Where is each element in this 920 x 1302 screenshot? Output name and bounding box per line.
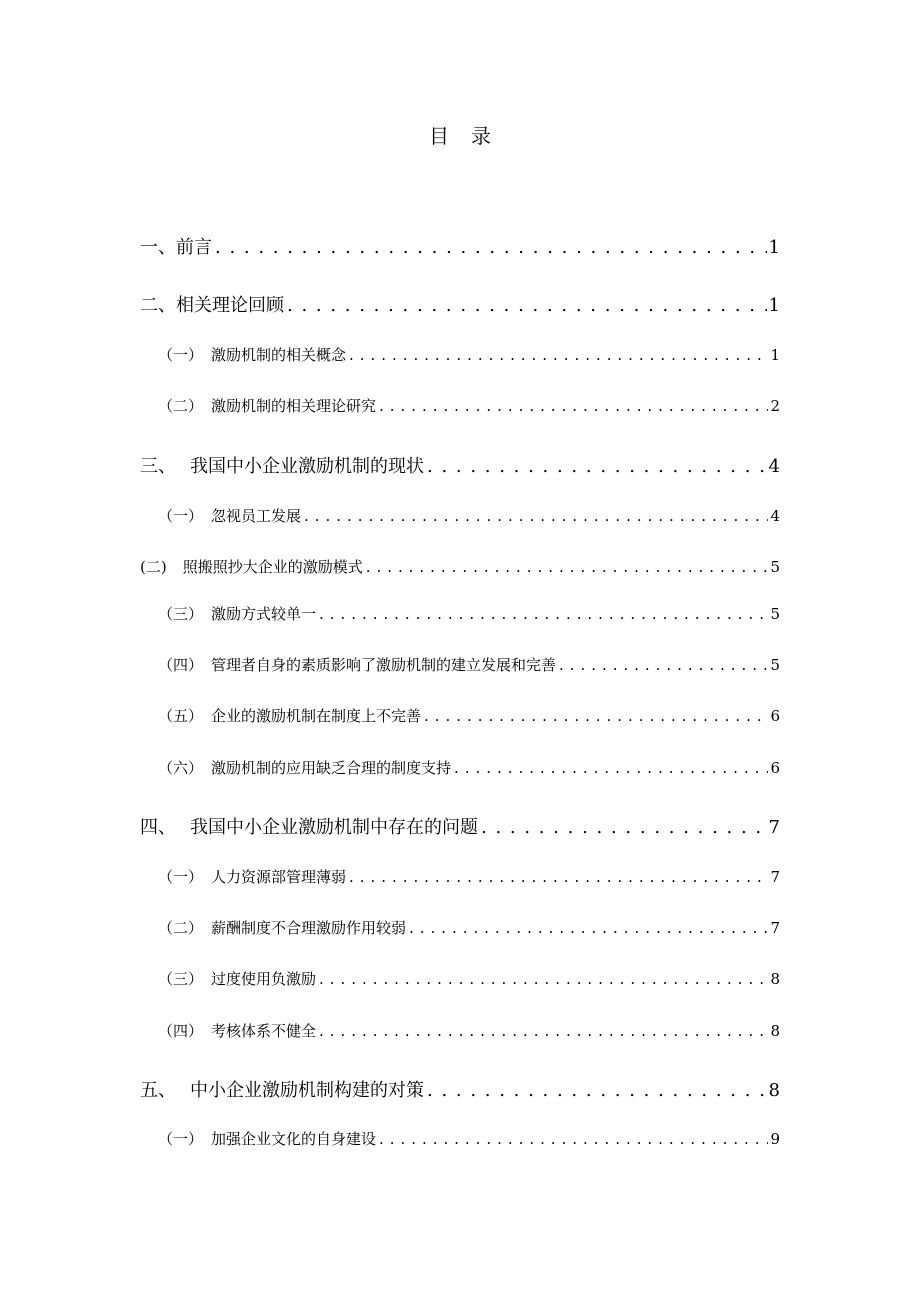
toc-entry[interactable] — [158, 757, 780, 779]
toc-entry-text: 激励机制的相关理论研究 — [211, 397, 377, 415]
toc-page-number: 5 — [770, 558, 780, 576]
toc-leader-dots — [319, 970, 768, 988]
toc-leader-dots — [366, 558, 769, 576]
toc-page-number: 4 — [770, 507, 780, 525]
toc-leader-dots — [409, 919, 768, 937]
toc-page-number: 5 — [770, 605, 780, 623]
toc-entry-number: （四） — [158, 1022, 204, 1040]
toc-entry-text: 中小企业激励机制构建的对策 — [190, 1080, 424, 1101]
toc-entry-text: 我国中小企业激励机制中存在的问题 — [190, 817, 478, 838]
toc-leader-dots — [559, 656, 768, 674]
toc-entry-number: 四、 — [140, 817, 176, 838]
toc-entry-number: 二、 — [140, 295, 176, 316]
toc-leader-dots — [427, 456, 767, 477]
toc-page-number: 7 — [768, 817, 780, 838]
toc-entry-number: （二） — [158, 919, 204, 937]
toc-page-number: 7 — [770, 868, 780, 886]
toc-entry-text: 照搬照抄大企业的激励模式 — [182, 558, 363, 576]
toc-title-char-2: 录 — [471, 124, 491, 148]
toc-entry[interactable] — [158, 603, 780, 625]
toc-entry-number: （二） — [158, 397, 204, 415]
toc-entry-text: 激励机制的相关概念 — [211, 346, 347, 364]
toc-page-number: 1 — [770, 346, 780, 364]
toc-entry[interactable] — [158, 344, 780, 366]
toc-entry-number: （六） — [158, 759, 204, 777]
toc-page-number: 9 — [770, 1130, 780, 1148]
toc-entry-number: （三） — [158, 970, 204, 988]
toc-entry[interactable] — [158, 968, 780, 990]
toc-leader-dots — [454, 759, 768, 777]
toc-entry-text: 过度使用负激励 — [211, 970, 317, 988]
toc-entry[interactable] — [158, 917, 780, 939]
toc-entry-number: 三、 — [140, 456, 176, 477]
toc-entry-text: 我国中小企业激励机制的现状 — [190, 456, 424, 477]
toc-page-number: 1 — [768, 237, 780, 258]
toc-leader-dots — [349, 346, 768, 364]
toc-entry-text: 加强企业文化的自身建设 — [211, 1130, 377, 1148]
toc-leader-dots — [215, 237, 767, 258]
toc-entry[interactable] — [140, 813, 780, 839]
toc-entry[interactable] — [158, 705, 780, 727]
toc-entry[interactable] — [140, 1076, 780, 1102]
toc-entry[interactable] — [158, 505, 780, 527]
toc-entry-text: 相关理论回顾 — [176, 295, 284, 316]
toc-leader-dots — [424, 707, 768, 725]
toc-leader-dots — [481, 817, 767, 838]
toc-entry-number: （一） — [158, 1130, 204, 1148]
toc-entry-text: 考核体系不健全 — [211, 1022, 317, 1040]
toc-entry[interactable] — [140, 233, 780, 259]
toc-page-number: 6 — [770, 759, 780, 777]
toc-entry[interactable] — [140, 291, 780, 317]
toc-entry-number: （一） — [158, 507, 204, 525]
toc-entry-number: （四） — [158, 656, 204, 674]
toc-leader-dots — [427, 1080, 767, 1101]
toc-entry-text: 企业的激励机制在制度上不完善 — [211, 707, 422, 725]
toc-title — [0, 120, 920, 149]
toc-page-number: 7 — [770, 919, 780, 937]
toc-entry-text: 忽视员工发展 — [211, 507, 302, 525]
toc-page-number: 8 — [770, 970, 780, 988]
toc-entry[interactable] — [158, 395, 780, 417]
toc-leader-dots — [319, 605, 768, 623]
toc-entry-number: 一、 — [140, 237, 176, 258]
toc-entry-text: 人力资源部管理薄弱 — [211, 868, 347, 886]
toc-title-char-1: 目 — [429, 124, 449, 148]
toc-entry-number: （五） — [158, 707, 204, 725]
toc-entry[interactable] — [140, 452, 780, 478]
toc-page-number: 1 — [768, 295, 780, 316]
toc-page-number: 2 — [770, 397, 780, 415]
toc-leader-dots — [287, 295, 767, 316]
toc-page-number: 4 — [768, 456, 780, 477]
toc-entry-number: （三） — [158, 605, 204, 623]
toc-entry[interactable] — [140, 556, 780, 578]
toc-page-number: 8 — [768, 1080, 780, 1101]
toc-entry-number: （一） — [158, 346, 204, 364]
toc-leader-dots — [349, 868, 768, 886]
toc-entry[interactable] — [158, 1128, 780, 1150]
toc-entry-number: （一） — [158, 868, 204, 886]
toc-entry[interactable] — [158, 1020, 780, 1042]
toc-entry-text: 激励机制的应用缺乏合理的制度支持 — [211, 759, 452, 777]
toc-entry[interactable] — [158, 654, 780, 676]
toc-page-number: 5 — [770, 656, 780, 674]
toc-entry-text: 前言 — [176, 237, 212, 258]
toc-entry-text: 激励方式较单一 — [211, 605, 317, 623]
toc-entry-text: 薪酬制度不合理激励作用较弱 — [211, 919, 407, 937]
toc-page-number: 6 — [770, 707, 780, 725]
toc-leader-dots — [319, 1022, 768, 1040]
toc-entry-number: 五、 — [140, 1080, 176, 1101]
toc-leader-dots — [379, 397, 768, 415]
toc-leader-dots — [379, 1130, 768, 1148]
toc-page-number: 8 — [770, 1022, 780, 1040]
toc-entry-text: 管理者自身的素质影响了激励机制的建立发展和完善 — [211, 656, 557, 674]
toc-entry[interactable] — [158, 866, 780, 888]
toc-leader-dots — [304, 507, 768, 525]
toc-entry-number: (二) — [140, 558, 167, 576]
